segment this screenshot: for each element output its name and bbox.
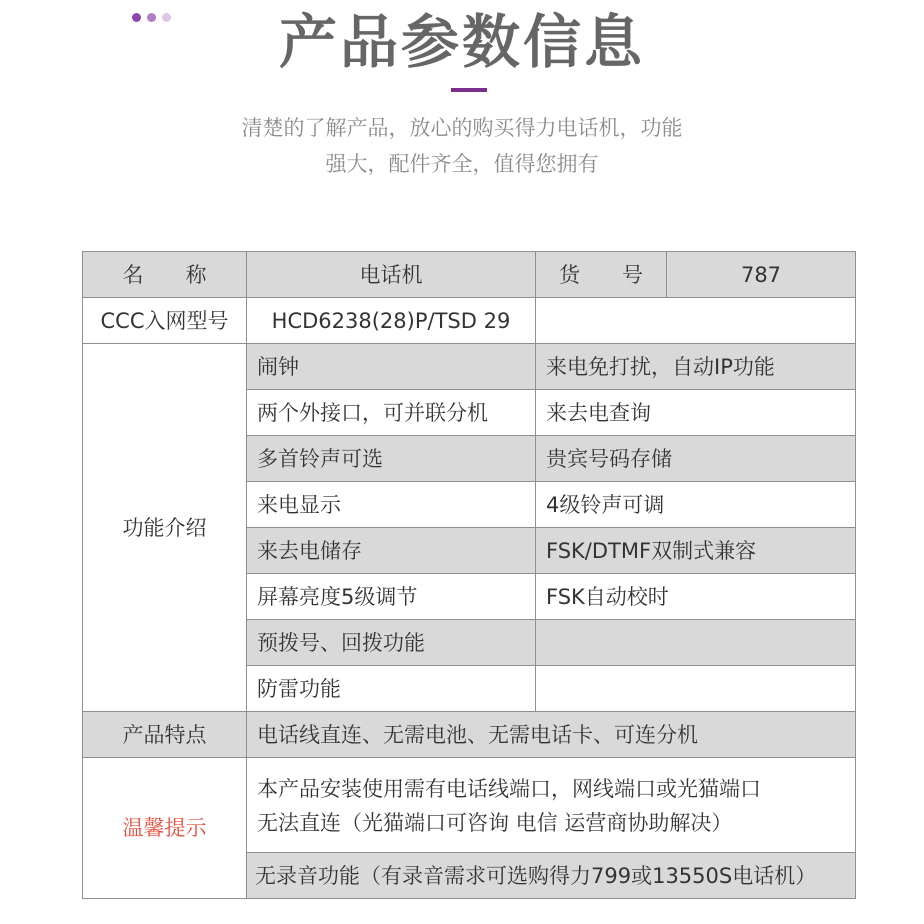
tips-line-2: 无法直连（光猫端口可咨询 电信 运营商协助解决）: [257, 811, 733, 835]
page-title: 产品参数信息: [278, 8, 645, 76]
feature-cell: 闹钟: [247, 344, 536, 390]
feature-cell: 来电免打扰，自动IP功能: [536, 344, 856, 390]
feature-cell: FSK自动校时: [536, 574, 856, 620]
feature-cell: 预拨号、回拨功能: [247, 620, 536, 666]
tips-line-3: 无录音功能（有录音需求可选购得力799或13550S电话机）: [247, 853, 856, 899]
feature-cell: 4级铃声可调: [536, 482, 856, 528]
parameter-table: [82, 251, 856, 899]
item-no-label: 货 号: [536, 252, 667, 298]
ccc-empty-cell: [536, 298, 856, 344]
name-value: 电话机: [247, 252, 536, 298]
feature-cell: FSK/DTMF双制式兼容: [536, 528, 856, 574]
feature-cell: 来去电储存: [247, 528, 536, 574]
features-label: 功能介绍: [83, 344, 247, 712]
feature-cell: 防雷功能: [247, 666, 536, 712]
subtitle-line-1: 清楚的了解产品，放心的购买得力电话机，功能: [241, 116, 683, 140]
feature-cell: 多首铃声可选: [247, 436, 536, 482]
subtitle-line-2: 强大，配件齐全，值得您拥有: [325, 152, 599, 176]
tips-cell: [247, 758, 856, 853]
feature-cell: 贵宾号码存储: [536, 436, 856, 482]
feature-cell: 屏幕亮度5级调节: [247, 574, 536, 620]
table-row-name: [83, 252, 856, 298]
characteristics-value: 电话线直连、无需电池、无需电话卡、可连分机: [247, 712, 856, 758]
tips-label: 温馨提示: [83, 758, 247, 899]
table-row-characteristics: [83, 712, 856, 758]
feature-cell: 来电显示: [247, 482, 536, 528]
table-row-tips: [83, 758, 856, 853]
ccc-label: CCC入网型号: [83, 298, 247, 344]
characteristics-label: 产品特点: [83, 712, 247, 758]
title-underline: [451, 88, 487, 92]
feature-cell: 来去电查询: [536, 390, 856, 436]
tips-line-1: 本产品安装使用需有电话线端口，网线端口或光猫端口: [257, 777, 761, 801]
ccc-value: HCD6238(28)P/TSD 29: [247, 298, 536, 344]
name-label: 名 称: [83, 252, 247, 298]
table-row-ccc: [83, 298, 856, 344]
item-no-value: 787: [667, 252, 856, 298]
feature-row: [83, 344, 856, 390]
feature-cell: [536, 666, 856, 712]
feature-cell: [536, 620, 856, 666]
feature-cell: 两个外接口，可并联分机: [247, 390, 536, 436]
